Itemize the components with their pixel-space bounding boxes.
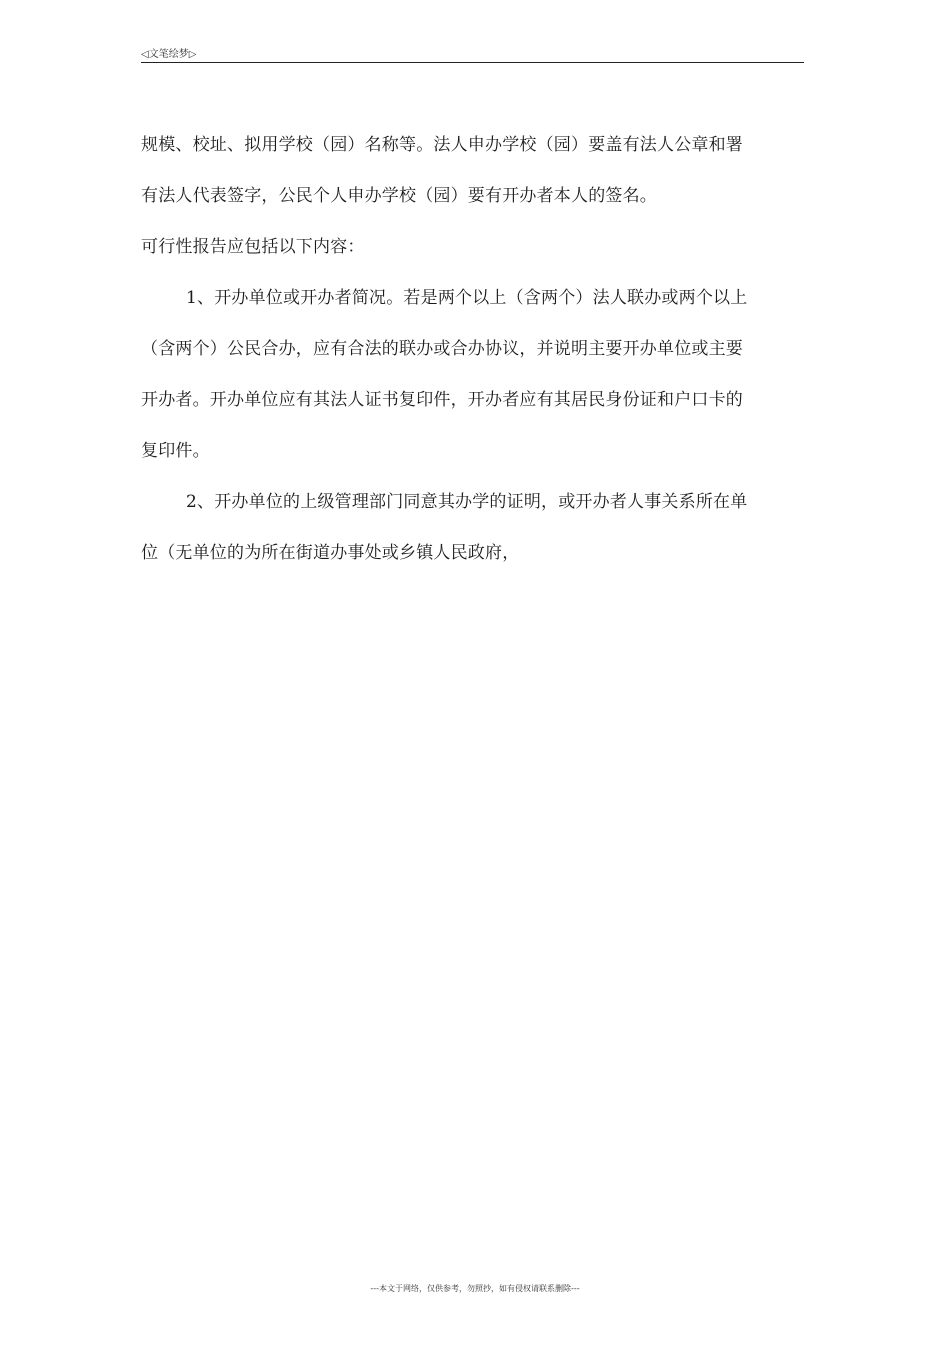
paragraph-application-signature	[141, 130, 804, 211]
document-body	[141, 130, 804, 589]
text-line: 可行性报告应包括以下内容：	[141, 237, 365, 257]
paragraph-item-2	[141, 487, 804, 568]
header-logo-text: ◁文笔绘梦▷	[141, 49, 197, 60]
paragraph-item-1	[141, 283, 804, 466]
text-line: 1、开办单位或开办者简况。若是两个以上（含两个）法人联办或两个以上	[186, 288, 748, 308]
page-header	[141, 44, 804, 63]
text-line: 2、开办单位的上级管理部门同意其办学的证明，或开办者人事关系所在单	[186, 492, 748, 512]
paragraph-feasibility-intro	[141, 232, 804, 262]
text-line: 开办者。开办单位应有其法人证书复印件，开办者应有其居民身份证和户口卡的	[141, 390, 743, 410]
text-line: （含两个）公民合办，应有合法的联办或合办协议，并说明主要开办单位或主要	[141, 339, 743, 359]
text-line: 复印件。	[141, 441, 210, 461]
text-line: 有法人代表签字，公民个人申办学校（园）要有开办者本人的签名。	[141, 186, 657, 206]
text-line: 规模、校址、拟用学校（园）名称等。法人申办学校（园）要盖有法人公章和署	[141, 135, 743, 155]
text-line: 位（无单位的为所在街道办事处或乡镇人民政府，	[141, 543, 520, 563]
page-footer: ---本文于网络，仅供参考，勿照抄，如有侵权请联系删除---	[370, 1284, 580, 1293]
